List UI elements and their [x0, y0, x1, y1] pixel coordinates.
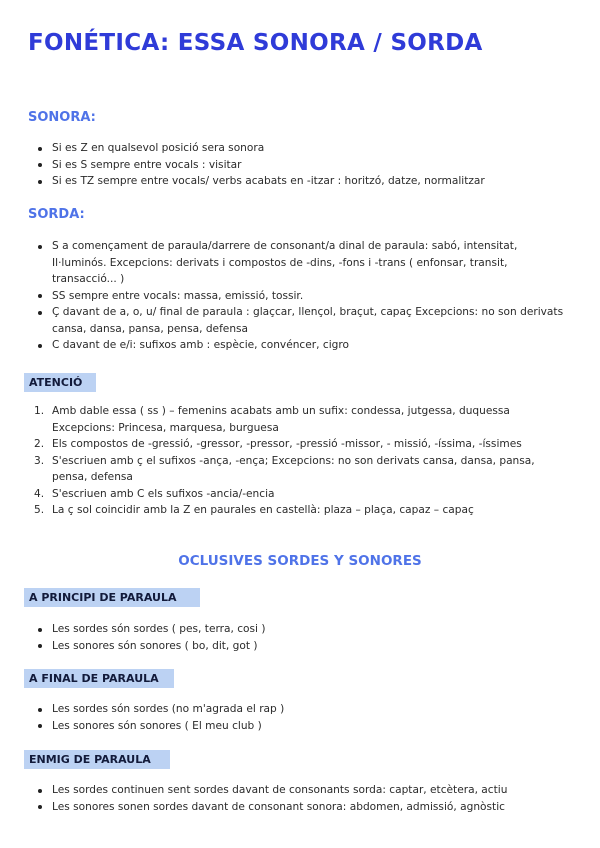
principi-heading: A PRINCIPI DE PARAULA	[24, 588, 200, 607]
item-number: 4.	[34, 487, 45, 500]
list-item: S a començament de paraula/darrere de consonant/a dinal de paraula: sabó, intensitat, Il·luminós. Excepcions: derivats i compostos de -dins, -fons i -trans ( enfonsar, transit, transacció... )	[0, 238, 572, 288]
atencio-list	[0, 403, 580, 519]
list-item: Les sonores són sonores ( bo, dit, got )	[0, 638, 572, 655]
list-item	[0, 403, 572, 436]
item-number: 3.	[34, 454, 45, 467]
item-text: S'escriuen amb ç el sufixos -ança, -ença; Excepcions: no son derivats cansa, dansa, pansa, pensa, defensa	[52, 454, 535, 483]
list-item: Si es S sempre entre vocals : visitar	[0, 157, 572, 174]
atencio-heading: ATENCIÓ	[24, 373, 96, 392]
list-item: Les sonores sonen sordes davant de consonant sonora: abdomen, admissió, agnòstic	[0, 799, 572, 816]
final-heading: A FINAL DE PARAULA	[24, 669, 174, 688]
list-item: C davant de e/i: sufixos amb : espècie, convéncer, cigro	[0, 337, 572, 354]
page-title: FONÉTICA: ESSA SONORA / SORDA	[28, 30, 483, 56]
sonora-list	[0, 140, 580, 190]
sorda-heading: SORDA:	[28, 207, 85, 222]
item-text: La ç sol coincidir amb la Z en paurales en castellà: plaza – plaça, capaz – capaç	[52, 504, 474, 516]
list-item	[0, 453, 572, 486]
list-item: Ç davant de a, o, u/ final de paraula : glaçcar, llençol, braçut, capaç Excepcions: no son derivats cansa, dansa, pansa, pensa, defensa	[0, 304, 572, 337]
list-item: Les sordes són sordes (no m'agrada el rap )	[0, 701, 572, 718]
list-item: SS sempre entre vocals: massa, emissió, tossir.	[0, 288, 572, 305]
item-text: Amb dable essa ( ss ) – femenins acabats amb un sufix: condessa, jutgessa, duquessa Excepcions: Princesa, marquesa, burguesa	[52, 405, 510, 434]
item-number: 2.	[34, 438, 45, 450]
list-item	[0, 436, 572, 453]
item-number: 5.	[34, 504, 45, 516]
final-list	[0, 701, 580, 734]
item-text: Els compostos de -gressió, -gressor, -pressor, -pressió -missor, - missió, -íssima, -íssimes	[52, 438, 522, 450]
list-item	[0, 502, 572, 519]
enmig-heading: ENMIG DE PARAULA	[24, 750, 170, 769]
list-item: Les sonores són sonores ( El meu club )	[0, 718, 572, 735]
oclusives-heading: OCLUSIVES SORDES Y SONORES	[178, 553, 422, 569]
list-item: Si es Z en qualsevol posició sera sonora	[0, 140, 572, 157]
sorda-list	[0, 238, 580, 354]
sonora-heading: SONORA:	[28, 110, 96, 125]
list-item: Les sordes són sordes ( pes, terra, cosi )	[0, 621, 572, 638]
principi-list	[0, 621, 580, 654]
list-item: Les sordes continuen sent sordes davant de consonants sorda: captar, etcètera, actiu	[0, 782, 572, 799]
list-item: Si es TZ sempre entre vocals/ verbs acabats en -itzar : horitzó, datze, normalitzar	[0, 173, 572, 190]
item-text: S'escriuen amb C els sufixos -ancia/-encia	[52, 487, 275, 500]
list-item	[0, 486, 572, 503]
enmig-list	[0, 782, 580, 815]
item-number: 1.	[34, 405, 45, 417]
